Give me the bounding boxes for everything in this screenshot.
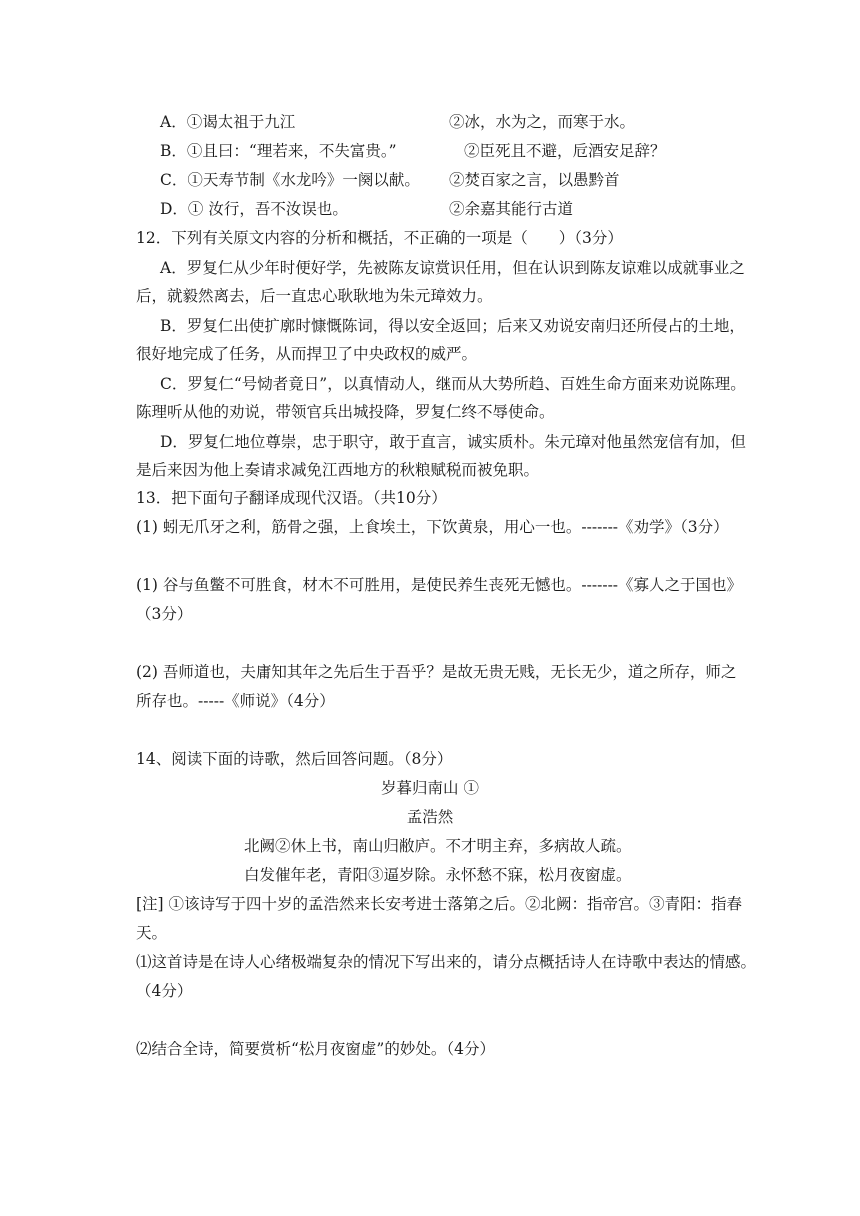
q14-sub1-line2: （4分） — [136, 982, 193, 1000]
q13-stem: 13．把下面句子翻译成现代汉语。（共10分） — [136, 489, 447, 507]
q11-option-b-right: ②臣死且不避，卮酒安足辞？ — [464, 142, 666, 160]
poem-note-line1: [注] ①该诗写于四十岁的孟浩然来长安考进士落第之后。②北阙：指帝宫。③青阳：指春 — [136, 895, 743, 913]
q11-option-d-right: ②余嘉其能行古道 — [449, 200, 574, 218]
q13-sentence-1: (1) 蚓无爪牙之利，筋骨之强，上食埃土，下饮黄泉，用心一也。-------《劝学》（3分） — [136, 518, 729, 536]
poem-line-2: 白发催年老，青阳③逼岁除。永怀愁不寐，松月夜窗虚。 — [244, 866, 632, 884]
q12-option-c-line1: C．罗复仁“号恸者竟日”，以真情动人，继而从大势所趋、百姓生命方面来劝说陈理。 — [160, 375, 746, 393]
q11-option-a-left: A．①谒太祖于九江 — [160, 113, 296, 131]
poem-title: 岁暮归南山 ① — [381, 779, 479, 797]
q11-option-c-left: C．①天寿节制《水龙吟》一阕以献。 — [160, 171, 420, 189]
q14-sub1-line1: ⑴这首诗是在诗人心绪极端复杂的情况下写出来的，请分点概括诗人在诗歌中表达的情感。 — [136, 953, 757, 971]
q12-option-d-line2: 是后来因为他上奏请求减免江西地方的秋粮赋税而被免职。 — [136, 461, 540, 479]
q14-sub2: ⑵结合全诗，简要赏析“松月夜窗虚”的妙处。（4分） — [136, 1040, 495, 1058]
q11-option-b-left: B．①且曰：“理若来，不失富贵。” — [160, 142, 397, 160]
q13-sentence-2-line1: (1) 谷与鱼鳖不可胜食，材木不可胜用，是使民养生丧死无憾也。-------《寡人之于国也》 — [136, 576, 743, 594]
poem-line-1: 北阙②休上书，南山归敝庐。不才明主弃，多病故人疏。 — [244, 837, 632, 855]
q13-sentence-3-line2: 所存也。-----《师说》（4分） — [136, 692, 335, 710]
q11-option-d-left: D．① 汝行，吾不汝误也。 — [160, 200, 348, 218]
q12-stem: 12．下列有关原文内容的分析和概括，不正确的一项是（ ）（3分） — [136, 229, 623, 247]
poem-note-line2: 天。 — [136, 924, 168, 942]
q11-option-a-right: ②冰，水为之，而寒于水。 — [449, 113, 636, 131]
q12-option-a-line2: 后，就毅然离去，后一直忠心耿耿地为朱元璋效力。 — [136, 287, 493, 305]
q13-sentence-3-line1: (2) 吾师道也，夫庸知其年之先后生于吾乎？是故无贵无贱，无长无少，道之所存，师之 — [136, 663, 737, 681]
q14-stem: 14、阅读下面的诗歌，然后回答问题。（8分） — [136, 750, 453, 768]
q11-option-c-right: ②焚百家之言，以愚黔首 — [449, 171, 620, 189]
q12-option-b-line2: 很好地完成了任务，从而捍卫了中央政权的威严。 — [136, 345, 478, 363]
q12-option-d-line1: D．罗复仁地位尊崇，忠于职守，敢于直言，诚实质朴。朱元璋对他虽然宠信有加，但 — [160, 433, 746, 451]
q12-option-a-line1: A．罗复仁从少年时便好学，先被陈友谅赏识任用，但在认识到陈友谅难以成就事业之 — [160, 259, 745, 277]
q13-sentence-2-line2: （3分） — [136, 605, 193, 623]
q12-option-c-line2: 陈理听从他的劝说，带领官兵出城投降，罗复仁终不辱使命。 — [136, 403, 555, 421]
poem-author: 孟浩然 — [406, 808, 454, 826]
q12-option-b-line1: B．罗复仁出使扩廓时慷慨陈词，得以安全返回；后来又劝说安南归还所侵占的土地， — [160, 317, 745, 335]
